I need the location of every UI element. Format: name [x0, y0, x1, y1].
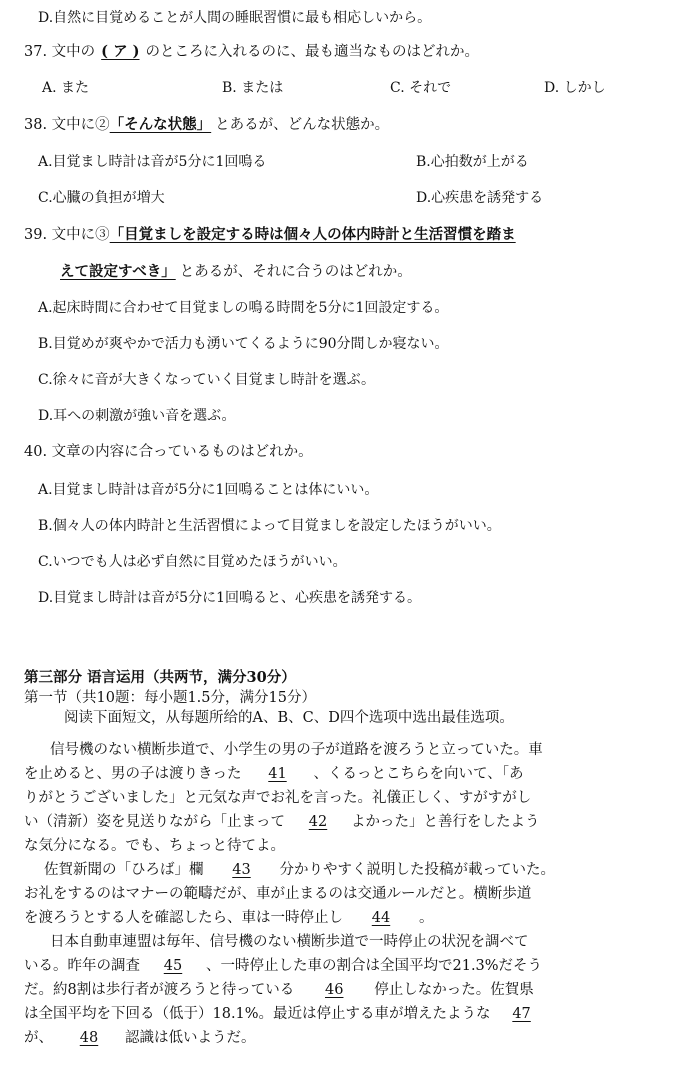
- passage-text: が、: [24, 1030, 53, 1046]
- blank-42: 42: [308, 814, 328, 830]
- q40-option-d: D.目覚まし時計は音が5分に1回鳴ると、心疾患を誘発する。: [38, 590, 421, 606]
- q39-option-b: B.目覚めが爽やかで活力も湧いてくるように90分間しか寝ない。: [38, 336, 449, 352]
- passage-line-7: お礼をするのはマナーの範疇だが、車が止まるのは交通ルールだと。横断歩道: [24, 886, 532, 902]
- passage-line-11: [24, 980, 534, 1000]
- passage-text: いる。昨年の調査: [24, 958, 140, 974]
- passage-text: 分かりやすく説明した投稿が載っていた。: [279, 862, 555, 878]
- blank-43: 43: [232, 862, 251, 878]
- blank-48: 48: [79, 1030, 99, 1046]
- q37-prefix: 37. 文中の: [24, 44, 96, 60]
- q40-option-b: B.個々人の体内時計と生活習慣によって目覚ましを設定したほうがいい。: [38, 518, 501, 534]
- part3-title: 第三部分 语言运用（共两节，满分30分）: [24, 669, 296, 686]
- blank-46: 46: [325, 982, 344, 998]
- q39-prefix: 39. 文中に③: [24, 227, 110, 243]
- q39-suffix: とあるが、それに合うのはどれか。: [179, 264, 412, 280]
- passage-line-8: [24, 908, 434, 928]
- q36-option-d: D.自然に目覚めることが人間の睡眠習慣に最も相応しいから。: [38, 10, 432, 26]
- q38-option-d: D.心疾患を誘発する: [416, 190, 544, 206]
- passage-text: は全国平均を下回る（低于）18.1%。最近は停止する車が増えたような: [24, 1006, 491, 1022]
- q37-blank: ( ア ): [101, 43, 140, 60]
- passage-line-9: 日本自動車連盟は毎年、信号機のない横断歩道で一時停止の状況を調べて: [50, 934, 529, 950]
- passage-text: 。: [419, 910, 434, 926]
- passage-text: を止めると、男の子は渡りきった: [24, 766, 242, 782]
- q39-stem-line2: [60, 262, 412, 282]
- passage-line-2: [24, 764, 523, 784]
- q39-option-c: C.徐々に音が大きくなっていく目覚まし時計を選ぶ。: [38, 372, 375, 388]
- q39-quote-part2: えて設定すべき」: [60, 263, 176, 280]
- q37-option-b: B. または: [222, 80, 284, 96]
- q38-option-c: C.心臓の負担が増大: [38, 190, 165, 206]
- q39-option-a: A.起床時間に合わせて目覚ましの鳴る時間を5分に1回設定する。: [38, 300, 449, 316]
- passage-text: よかった」と善行をしたよう: [351, 814, 540, 830]
- q39-option-d: D.耳への刺激が強い音を選ぶ。: [38, 408, 236, 424]
- blank-44: 44: [371, 910, 391, 926]
- blank-41: 41: [268, 766, 287, 782]
- part3-section: 第一节（共10题：每小题1.5分，满分15分）: [24, 690, 316, 706]
- passage-text: 停止しなかった。佐賀県: [374, 982, 534, 998]
- q38-option-a: A.目覚まし時計は音が5分に1回鳴る: [38, 154, 267, 170]
- part3-instruction: 阅读下面短文，从每题所给的A、B、C、D四个选项中选出最佳选项。: [64, 710, 514, 726]
- passage-line-6: [44, 860, 555, 880]
- q37-option-a: A. また: [42, 80, 90, 96]
- passage-line-13: [24, 1028, 256, 1048]
- passage-text: い（清新）姿を見送りながら「止まって: [24, 814, 285, 830]
- q40-option-a: A.目覚まし時計は音が5分に1回鳴ることは体にいい。: [38, 482, 379, 498]
- blank-47: 47: [512, 1006, 531, 1022]
- q38-option-b: B.心拍数が上がる: [416, 154, 529, 170]
- passage-text: 、くるっとこちらを向いて、「あ: [313, 766, 524, 782]
- passage-line-12: [24, 1004, 553, 1024]
- passage-text: だ。約8割は歩行者が渡ろうと待っている: [24, 982, 295, 998]
- q37-stem: [24, 42, 479, 62]
- passage-line-3: りがとうございました」と元気な声でお礼を言った。礼儀正しく、すがすがし: [24, 790, 532, 806]
- q40-stem: 40. 文章の内容に合っているものはどれか。: [24, 444, 313, 460]
- passage-text: 、一時停止した車の割合は全国平均で21.3%だそう: [206, 958, 543, 974]
- passage-text: 佐賀新聞の「ひろば」欄: [44, 862, 204, 878]
- q39-stem-line1: [24, 225, 516, 245]
- passage-text: を渡ろうとする人を確認したら、車は一時停止し: [24, 910, 343, 926]
- q37-option-d: D. しかし: [544, 80, 606, 96]
- passage-line-1: 信号機のない横断歩道で、小学生の男の子が道路を渡ろうと立っていた。車: [50, 742, 543, 758]
- q38-quote: 「そんな状態」: [109, 116, 212, 133]
- q38-prefix: 38. 文中に②: [24, 117, 110, 133]
- q37-option-c: C. それで: [390, 80, 452, 96]
- passage-text: 認識は低いようだ。: [125, 1030, 256, 1046]
- q37-suffix: のところに入れるのに、最も適当なものはどれか。: [145, 44, 479, 60]
- q40-option-c: C.いつでも人は必ず自然に目覚めたほうがいい。: [38, 554, 347, 570]
- blank-45: 45: [163, 958, 183, 974]
- passage-line-4: [24, 812, 540, 832]
- passage-line-5: な気分になる。でも、ちょっと待てよ。: [24, 838, 285, 854]
- q38-suffix: とあるが、どんな状態か。: [215, 117, 390, 133]
- passage-line-10: [24, 956, 542, 976]
- q38-stem: [24, 115, 389, 135]
- q39-quote-part1: 「目覚ましを設定する時は個々人の体内時計と生活習慣を踏ま: [109, 226, 516, 243]
